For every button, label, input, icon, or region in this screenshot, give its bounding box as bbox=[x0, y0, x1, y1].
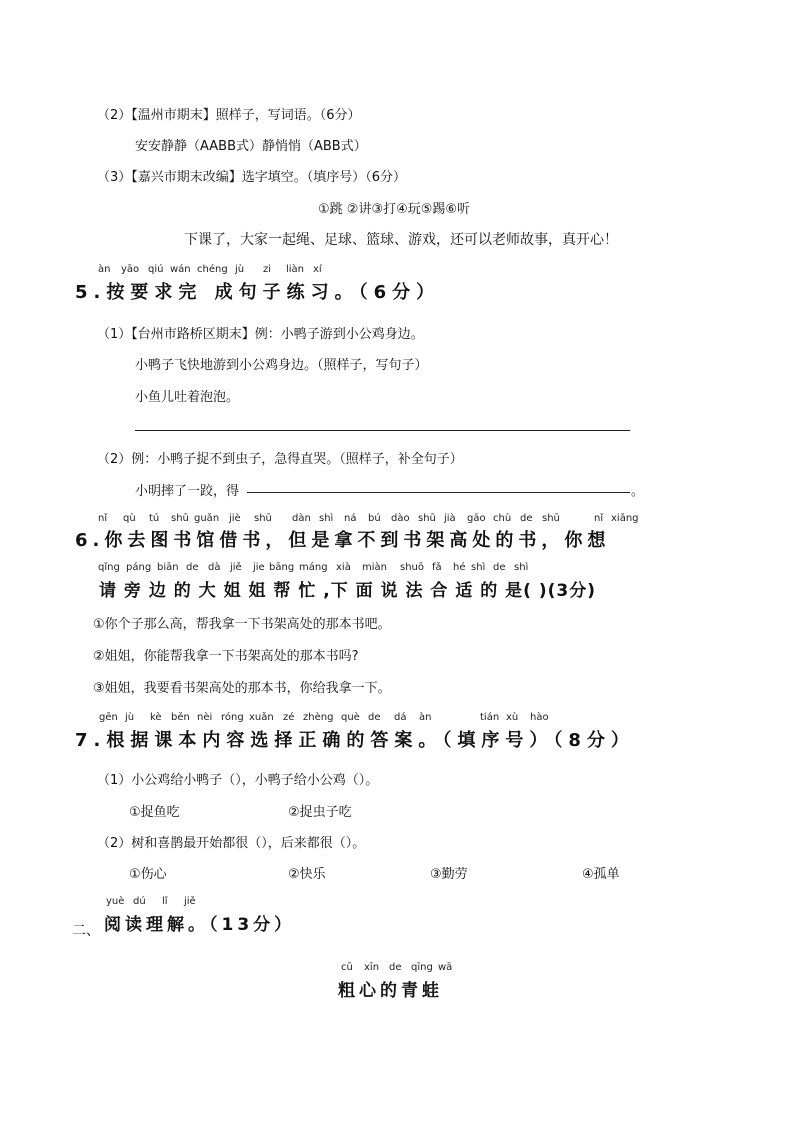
pinyin: nèi bbox=[197, 712, 213, 723]
pinyin: gāo bbox=[467, 513, 486, 524]
pinyin: wā bbox=[438, 962, 453, 973]
pinyin: wán bbox=[170, 264, 191, 275]
pinyin: nǐ bbox=[98, 513, 108, 524]
pinyin: shì bbox=[514, 562, 529, 573]
pinyin: shū bbox=[254, 513, 272, 524]
q4-part3-options: ①跳 ②讲③打④玩⑤踢⑥听 bbox=[318, 202, 471, 217]
q7-part1-instruction: （1）小公鸡给小鸭子（），小鸭子给小公鸡（）。 bbox=[97, 773, 379, 788]
pinyin: de bbox=[186, 562, 199, 573]
pinyin: xù bbox=[506, 712, 519, 723]
pinyin: xuǎn bbox=[249, 712, 274, 723]
q5-part2-instruction: （2）例：小鸭子捉不到虫子，急得直哭。（照样子，补全句子） bbox=[97, 452, 463, 467]
pinyin: de bbox=[389, 962, 402, 973]
pinyin: jiè bbox=[229, 513, 241, 524]
pinyin: shū bbox=[542, 513, 560, 524]
q7-part2-instruction: （2）树和喜鹊最开始都很（），后来都很（）。 bbox=[97, 836, 366, 851]
pinyin: xí bbox=[313, 264, 322, 275]
q7-heading: 7.根据课本内容选择正确的答案。（填序号）（8分） bbox=[75, 730, 635, 751]
q5-part2-prompt: 小明摔了一跤，得 bbox=[135, 484, 240, 499]
pinyin: qiú bbox=[148, 264, 164, 275]
pinyin: àn bbox=[98, 264, 111, 275]
pinyin: zé bbox=[283, 712, 295, 723]
pinyin: nǐ bbox=[594, 513, 604, 524]
pinyin: gēn bbox=[99, 712, 118, 723]
pinyin: shū bbox=[418, 513, 436, 524]
pinyin: jià bbox=[444, 513, 456, 524]
q7-part1-option-2: ②捉虫子吃 bbox=[288, 805, 352, 820]
pinyin: shì bbox=[471, 562, 486, 573]
pinyin: jiě bbox=[230, 562, 242, 573]
section2-number: 二、 bbox=[72, 923, 100, 939]
q6-option-1: ①你个子那么高，帮我拿一下书架高处的那本书吧。 bbox=[93, 617, 391, 632]
q4-part2-example: 安安静静（AABB式）静悄悄（ABB式） bbox=[135, 139, 367, 154]
pinyin: xiǎng bbox=[611, 513, 639, 524]
q4-part3-sentence: 下课了，大家一起绳、足球、篮球、游戏，还可以老师故事，真开心！ bbox=[184, 232, 618, 248]
pinyin: jù bbox=[235, 264, 245, 275]
pinyin: yuè bbox=[106, 896, 125, 907]
pinyin: de bbox=[368, 712, 381, 723]
pinyin: zi bbox=[263, 264, 272, 275]
pinyin: fǎ bbox=[432, 562, 442, 573]
q7-part2-option-1: ①伤心 bbox=[129, 867, 167, 882]
pinyin: qīng bbox=[411, 962, 433, 973]
pinyin: de bbox=[520, 513, 533, 524]
pinyin: liàn bbox=[286, 264, 305, 275]
pinyin: dà bbox=[208, 562, 221, 573]
section2-heading: 阅读理解。（13分） bbox=[104, 915, 296, 935]
pinyin: de bbox=[493, 562, 506, 573]
q4-part2-instruction: （2）【温州市期末】照样子，写词语。（6分） bbox=[97, 108, 361, 123]
pinyin: dú bbox=[133, 896, 146, 907]
pinyin: dàn bbox=[292, 513, 311, 524]
q6-heading-line1: 6.你去图书馆借书，但是拿不到书架高处的书，你想 bbox=[75, 530, 611, 551]
pinyin: miàn bbox=[362, 562, 387, 573]
pinyin: biān bbox=[157, 562, 179, 573]
q7-part2-option-2: ②快乐 bbox=[288, 867, 326, 882]
q5-part1-example: 小鸭子飞快地游到小公鸡身边。（照样子，写句子） bbox=[135, 358, 428, 373]
pinyin: tián bbox=[480, 712, 500, 723]
pinyin: shuō bbox=[400, 562, 425, 573]
pinyin: guǎn bbox=[194, 513, 220, 524]
answer-line[interactable] bbox=[135, 430, 630, 431]
pinyin: tú bbox=[149, 513, 160, 524]
pinyin: běn bbox=[171, 712, 190, 723]
pinyin: lǐ bbox=[162, 896, 168, 907]
pinyin: qǐng bbox=[98, 562, 120, 573]
q5-part1-prompt: 小鱼儿吐着泡泡。 bbox=[135, 390, 240, 405]
q7-part1-option-1: ①捉鱼吃 bbox=[129, 805, 180, 820]
pinyin: què bbox=[341, 712, 360, 723]
pinyin: chù bbox=[493, 513, 512, 524]
pinyin: bāng bbox=[269, 562, 295, 573]
pinyin: hào bbox=[530, 712, 549, 723]
pinyin: xīn bbox=[364, 962, 380, 973]
pinyin: yāo bbox=[121, 264, 140, 275]
pinyin: dá bbox=[394, 712, 407, 723]
pinyin: chéng bbox=[197, 264, 228, 275]
pinyin: máng bbox=[299, 562, 328, 573]
q6-option-2: ②姐姐，你能帮我拿一下书架高处的那本书吗? bbox=[93, 649, 359, 664]
pinyin: jie bbox=[253, 562, 265, 573]
pinyin: àn bbox=[419, 712, 432, 723]
pinyin: hé bbox=[453, 562, 466, 573]
pinyin: xià bbox=[336, 562, 351, 573]
q5-part1-instruction: （1）【台州市路桥区期末】例：小鸭子游到小公鸡身边。 bbox=[97, 327, 424, 342]
pinyin: bú bbox=[368, 513, 381, 524]
pinyin: kè bbox=[150, 712, 162, 723]
pinyin: qù bbox=[123, 513, 136, 524]
pinyin: cū bbox=[341, 962, 353, 973]
q6-heading-line2: 请 旁 边 的 大 姐 姐 帮 忙 ,下 面 说 法 合 适 的 是( )(3分) bbox=[99, 581, 596, 601]
pinyin: róng bbox=[221, 712, 244, 723]
pinyin: páng bbox=[126, 562, 152, 573]
pinyin: shū bbox=[171, 513, 189, 524]
answer-line[interactable] bbox=[247, 492, 630, 493]
q4-part3-instruction: （3）【嘉兴市期末改编】选字填空。（填序号）（6分） bbox=[97, 170, 407, 185]
pinyin: shì bbox=[319, 513, 334, 524]
pinyin: jiě bbox=[184, 896, 196, 907]
q5-part2-end: 。 bbox=[631, 484, 645, 499]
q7-part2-option-4: ④孤单 bbox=[582, 867, 620, 882]
pinyin: jù bbox=[125, 712, 135, 723]
pinyin: dào bbox=[391, 513, 410, 524]
q6-option-3: ③姐姐，我要看书架高处的那本书，你给我拿一下。 bbox=[93, 681, 391, 696]
story-title: 粗心的青蛙 bbox=[338, 981, 443, 1001]
pinyin: zhèng bbox=[303, 712, 334, 723]
q7-part2-option-3: ③勤劳 bbox=[430, 867, 468, 882]
pinyin: ná bbox=[344, 513, 357, 524]
q5-heading: 5.按要求完 成句子练习。（6分） bbox=[75, 282, 441, 303]
